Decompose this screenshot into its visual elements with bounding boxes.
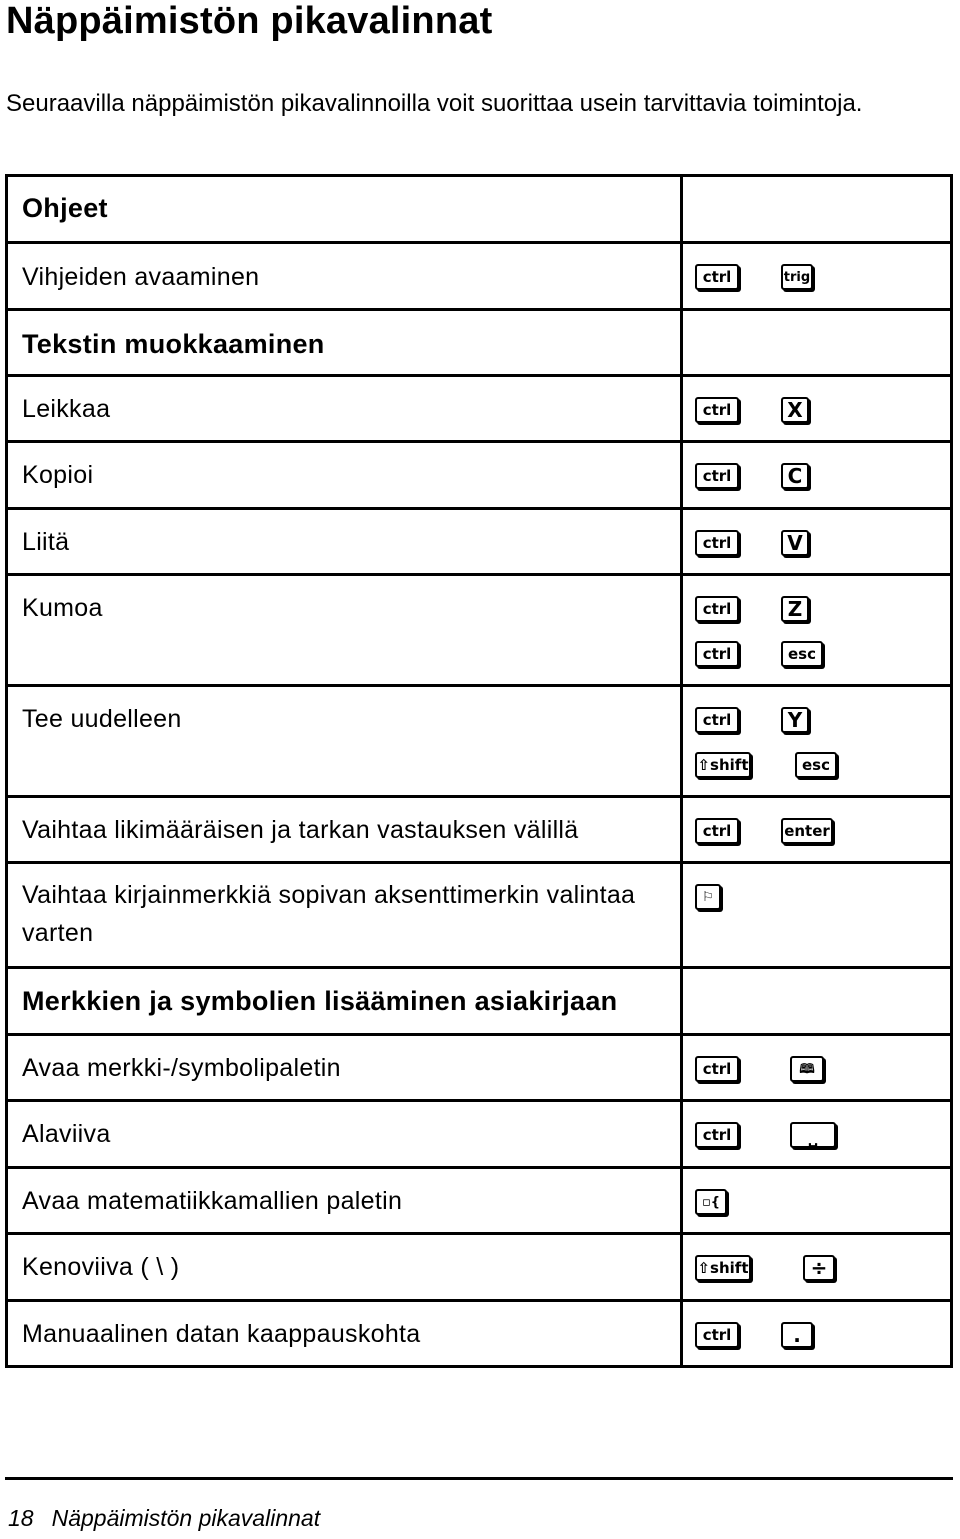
column-divider xyxy=(680,311,683,377)
key-esc: esc xyxy=(781,641,823,667)
column-divider xyxy=(680,576,683,687)
shortcut-row xyxy=(8,241,950,308)
shortcut-row xyxy=(8,374,950,440)
column-divider xyxy=(680,798,683,864)
shortcut-row xyxy=(8,1166,950,1232)
footer-rule xyxy=(5,1477,953,1480)
key-ctrl: ctrl xyxy=(695,596,739,622)
shortcut-label: Kenoviiva ( \ ) xyxy=(22,1253,180,1281)
key-x: X xyxy=(781,397,809,423)
column-divider xyxy=(680,244,683,311)
section-heading-row xyxy=(8,177,950,241)
key-ctrl: ctrl xyxy=(695,641,739,667)
key-ctrl: ctrl xyxy=(695,1322,739,1348)
template-icon: ▫{ xyxy=(695,1189,727,1215)
key-shift: ⇧shift xyxy=(695,1255,751,1281)
book-icon: 🕮 xyxy=(790,1056,824,1082)
key-ctrl: ctrl xyxy=(695,1122,739,1148)
shortcut-label: Manuaalinen datan kaappauskohta xyxy=(22,1320,421,1348)
shortcut-row xyxy=(8,1033,950,1099)
key-esc: esc xyxy=(795,752,837,778)
shortcut-row xyxy=(8,1099,950,1166)
page-title: Näppäimistön pikavalinnat xyxy=(6,0,493,42)
section-heading: Merkkien ja symbolien lisääminen asiakirjaan xyxy=(22,986,618,1016)
column-divider xyxy=(680,1235,683,1302)
space-icon: ⎵ xyxy=(790,1122,836,1148)
intro-text: Seuraavilla näppäimistön pikavalinnoilla voit suorittaa usein tarvittavia toimintoja. xyxy=(6,90,863,117)
shortcut-row xyxy=(8,1299,950,1365)
key-period: . xyxy=(781,1322,813,1348)
section-heading: Ohjeet xyxy=(22,193,108,223)
key-ctrl: ctrl xyxy=(695,264,739,290)
key-z: Z xyxy=(781,596,809,622)
column-divider xyxy=(680,969,683,1036)
shortcut-label: Kopioi xyxy=(22,461,94,489)
shortcut-label: Liitä xyxy=(22,528,70,556)
column-divider xyxy=(680,1302,683,1368)
key-ctrl: ctrl xyxy=(695,530,739,556)
shortcut-row xyxy=(8,573,950,684)
key-divide: ÷ xyxy=(803,1255,835,1281)
shortcut-row xyxy=(8,861,950,966)
page-number: 18 xyxy=(8,1505,34,1531)
key-ctrl: ctrl xyxy=(695,1056,739,1082)
footer-section: Näppäimistön pikavalinnat xyxy=(51,1505,321,1531)
section-heading-row xyxy=(8,966,950,1033)
shortcut-label: Kumoa xyxy=(22,594,103,622)
shortcut-row xyxy=(8,1232,950,1299)
column-divider xyxy=(680,177,683,241)
shortcut-table xyxy=(5,174,953,1368)
section-heading: Tekstin muokkaaminen xyxy=(22,329,325,359)
column-divider xyxy=(680,687,683,798)
flag-icon: ⚐ xyxy=(695,884,721,910)
section-heading-row xyxy=(8,308,950,374)
key-v: V xyxy=(781,530,809,556)
key-enter: enter xyxy=(781,818,833,844)
shortcut-label: Vihjeiden avaaminen xyxy=(22,263,260,291)
shortcut-label: Avaa merkki-/symbolipaletin xyxy=(22,1054,341,1082)
column-divider xyxy=(680,510,683,576)
column-divider xyxy=(680,864,683,969)
key-shift: ⇧shift xyxy=(695,752,751,778)
page-footer xyxy=(8,1505,320,1532)
shortcut-label: Vaihtaa kirjainmerkkiä sopivan aksenttimerkin valintaa varten xyxy=(22,881,636,947)
key-ctrl: ctrl xyxy=(695,397,739,423)
column-divider xyxy=(680,443,683,510)
shortcut-label: Alaviiva xyxy=(22,1120,111,1148)
key-y: Y xyxy=(781,707,809,733)
column-divider xyxy=(680,1169,683,1235)
shortcut-row xyxy=(8,684,950,795)
key-trig: trig xyxy=(781,264,813,290)
key-ctrl: ctrl xyxy=(695,707,739,733)
column-divider xyxy=(680,1036,683,1102)
shortcut-row xyxy=(8,440,950,507)
column-divider xyxy=(680,1102,683,1169)
key-ctrl: ctrl xyxy=(695,818,739,844)
shortcut-label: Leikkaa xyxy=(22,395,111,423)
key-ctrl: ctrl xyxy=(695,463,739,489)
shortcut-label: Vaihtaa likimääräisen ja tarkan vastauksen välillä xyxy=(22,816,579,844)
shortcut-row xyxy=(8,507,950,573)
shortcut-row xyxy=(8,795,950,861)
shortcut-label: Avaa matematiikkamallien paletin xyxy=(22,1187,403,1215)
key-c: C xyxy=(781,463,809,489)
shortcut-label: Tee uudelleen xyxy=(22,705,182,733)
column-divider xyxy=(680,377,683,443)
